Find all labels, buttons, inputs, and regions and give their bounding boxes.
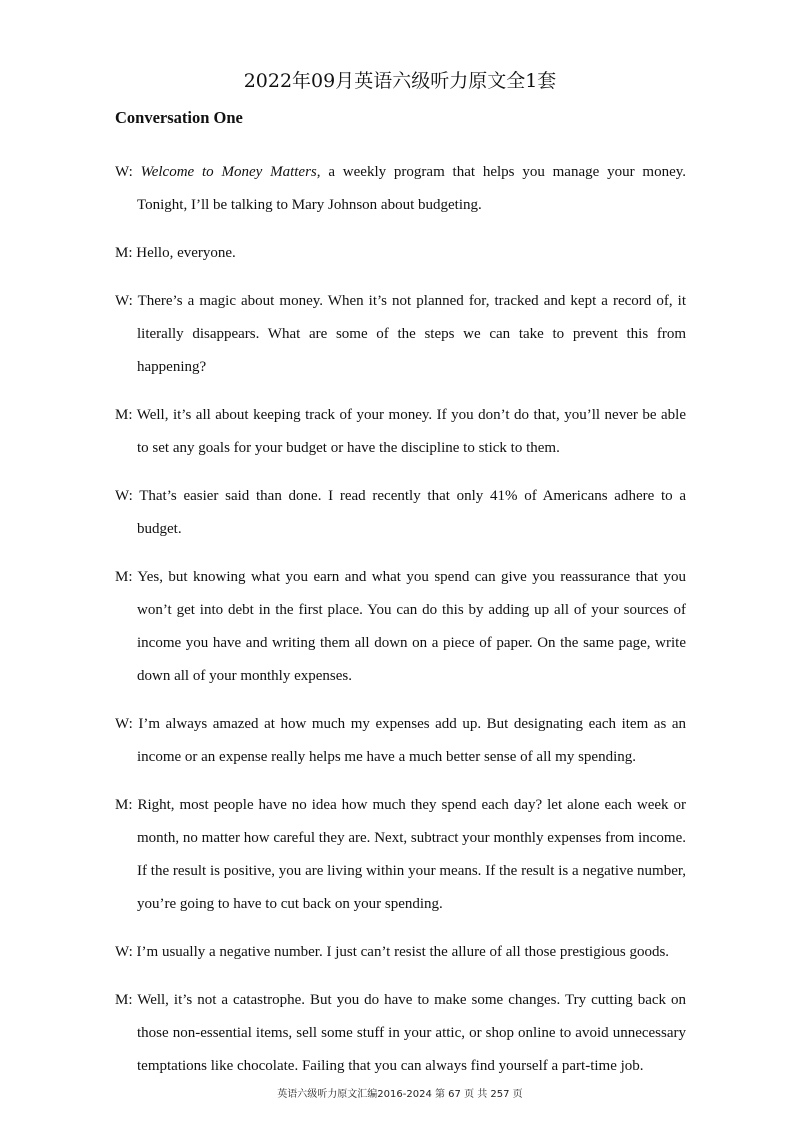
turn-text: , a weekly program that helps you manage your money. Tonight, I’ll be talking to Mary Johnson about budgeting. [137, 164, 686, 213]
dialogue-turn [115, 237, 686, 270]
dialogue-turn [115, 936, 686, 969]
turn-text: Hello, everyone. [136, 245, 236, 261]
speaker-label: M: [115, 407, 133, 423]
turn-text: I’m usually a negative number. I just can’t resist the allure of all those prestigious goods. [136, 944, 670, 960]
turn-text: Right, most people have no idea how much they spend each day? let alone each week or month, no matter how careful they are. Next, subtract your monthly expenses from income. If the result is positive, you are living within your means. If the result is a negative number, you’re going to have to cut back on your spending. [137, 797, 687, 912]
speaker-label: W: [115, 164, 133, 180]
speaker-label: M: [115, 245, 133, 261]
speaker-label: M: [115, 797, 133, 813]
section-heading: Conversation One [115, 108, 243, 127]
dialogue-turn [115, 708, 686, 774]
speaker-label: W: [115, 716, 133, 732]
speaker-label: W: [115, 488, 133, 504]
program-name: Welcome to Money Matters [140, 164, 317, 180]
dialogue-turn [115, 399, 686, 465]
page-footer: 英语六级听力原文汇编2016-2024 第 67 页 共 257 页 [277, 1089, 523, 1100]
speaker-label: W: [115, 944, 133, 960]
turn-text: I’m always amazed at how much my expenses add up. But designating each item as an income or an expense really helps me have a much better sense of all my spending. [137, 716, 687, 765]
turn-text: Well, it’s all about keeping track of your money. If you don’t do that, you’ll never be able to set any goals for your budget or have the discipline to stick to them. [136, 407, 686, 456]
dialogue-turn [115, 984, 686, 1083]
speaker-label: M: [115, 569, 133, 585]
page-title: 2022年09月英语六级听力原文全1套 [243, 70, 557, 92]
dialogue-turn [115, 156, 686, 222]
speaker-label: W: [115, 293, 133, 309]
transcript [115, 141, 686, 1088]
turn-text: That’s easier said than done. I read recently that only 41% of Americans adhere to a budget. [137, 488, 687, 537]
dialogue-turn [115, 480, 686, 546]
dialogue-turn [115, 285, 686, 384]
speaker-label: M: [115, 992, 133, 1008]
dialogue-turn [115, 789, 686, 921]
turn-text: Well, it’s not a catastrophe. But you do have to make some changes. Try cutting back on those non-essential items, sell some stuff in your attic, or shop online to avoid unnecessary temptations like chocolate. Failing that you can always find yourself a part-time job. [137, 992, 687, 1074]
turn-text: Yes, but knowing what you earn and what you spend can give you reassurance that you won’t get into debt in the first place. You can do this by adding up all of your sources of income you have and writing them all down on a piece of paper. On the same page, write down all of your monthly expenses. [137, 569, 687, 684]
turn-text: There’s a magic about money. When it’s not planned for, tracked and kept a record of, it literally disappears. What are some of the steps we can take to prevent this from happening? [137, 293, 686, 375]
dialogue-turn [115, 561, 686, 693]
